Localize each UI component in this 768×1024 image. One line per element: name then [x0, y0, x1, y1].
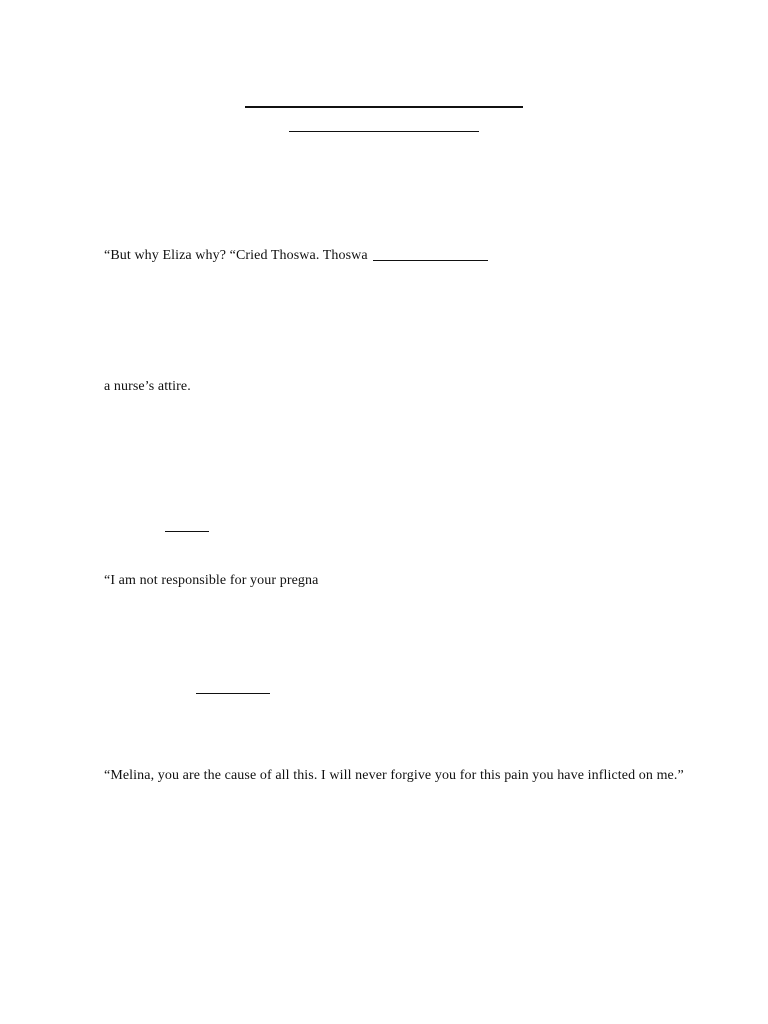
title-rule [245, 106, 523, 108]
dialogue-line-one [104, 248, 488, 264]
subtitle-rule [289, 131, 479, 132]
dialogue-three-text: “Melina, you are the cause of all this. I will never forgive you for this pain you have inflicted on me.” [104, 768, 684, 783]
short-blank-rule [165, 531, 209, 532]
nurse-attire-text: a nurse’s attire. [104, 379, 191, 394]
dialogue-line-two [104, 573, 318, 589]
dialogue-line-three [104, 768, 684, 784]
dialogue-one-text: “But why Eliza why? “Cried Thoswa. Thoswa [104, 248, 368, 263]
medium-blank-rule [196, 693, 270, 694]
nurse-attire-line [104, 379, 191, 395]
dialogue-two-text: “I am not responsible for your pregna [104, 573, 319, 588]
dialogue-one-blank [373, 260, 488, 261]
